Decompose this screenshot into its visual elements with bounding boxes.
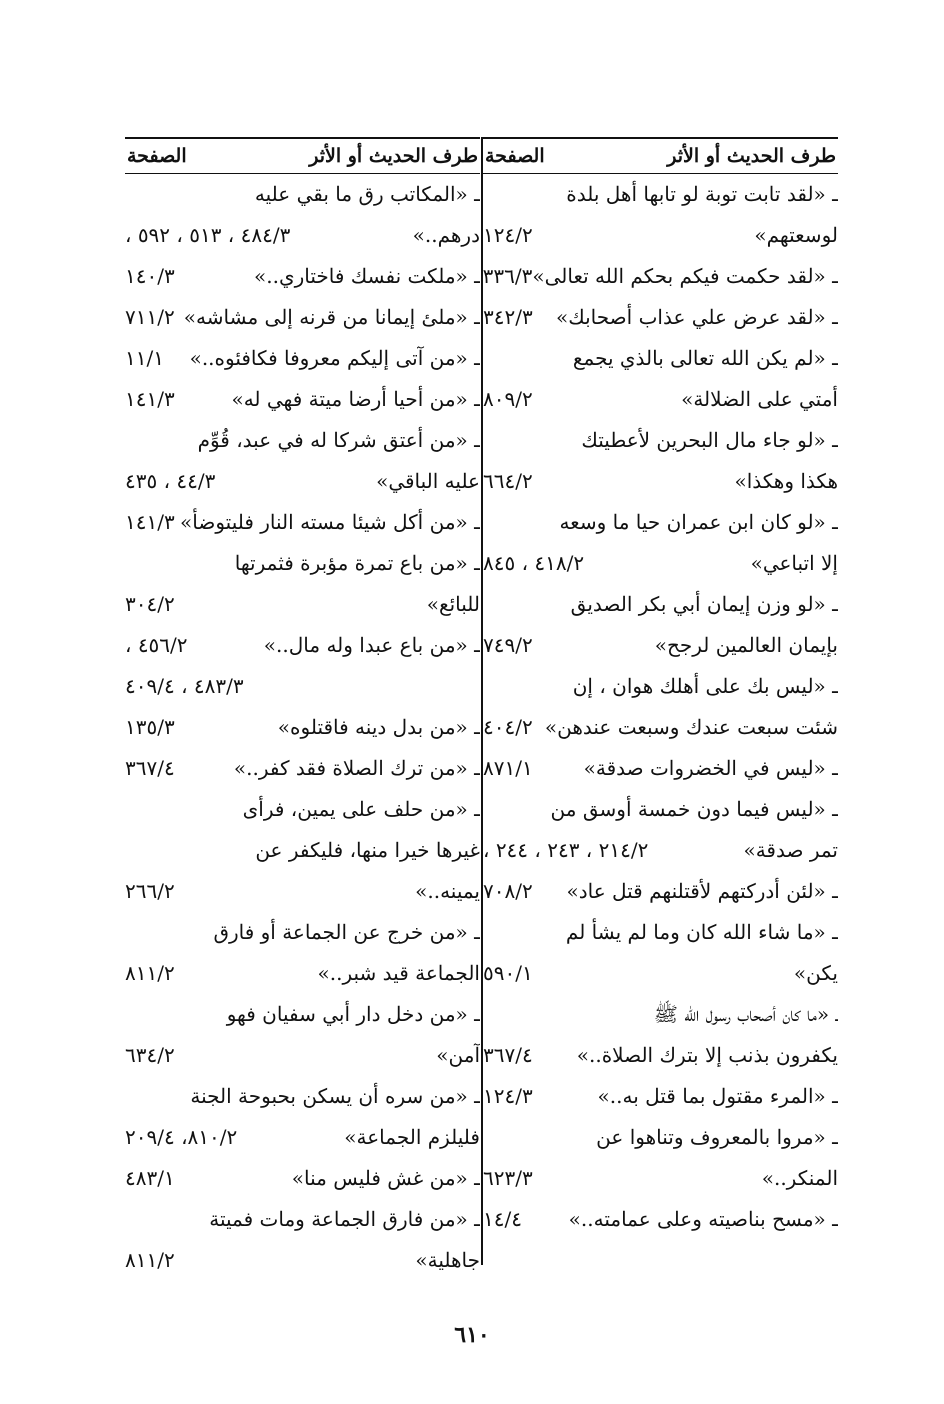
index-entry — [483, 420, 838, 502]
hadith-text: ـ «من ترك الصلاة فقد كفر..» — [233, 756, 480, 780]
hadith-text: ـ «لو وزن إيمان أبي بكر الصديق — [570, 592, 838, 616]
hadith-text: فليلزم الجماعة» — [344, 1125, 480, 1149]
hadith-text: ـ «مسح بناصيته وعلى عمامته..» — [568, 1207, 838, 1231]
hadith-text: شئت سبعت عندك وسبعت عندهن» — [544, 715, 838, 739]
hadith-text: ـ «ملكت نفسك فاختاري..» — [254, 264, 480, 288]
index-entry — [125, 994, 480, 1076]
page-reference: ١٢٤/٢ — [483, 223, 533, 247]
hadith-text: أمتي على الضلالة» — [681, 387, 838, 411]
page-reference: ٧٤٩/٢ — [483, 633, 533, 657]
hadith-text: ـ «من خرج عن الجماعة أو فارق — [213, 920, 480, 944]
hadith-text: يكن» — [793, 961, 838, 985]
entry-line — [483, 830, 838, 871]
entry-line — [483, 1117, 838, 1158]
page-reference: ٨١٠/٢، ٢٠٩/٤ — [125, 1125, 238, 1149]
entry-line — [125, 502, 480, 543]
entry-line — [125, 994, 480, 1035]
index-entry — [483, 1117, 838, 1199]
index-entry — [483, 338, 838, 420]
entry-line — [483, 256, 838, 297]
index-entry — [125, 1076, 480, 1158]
hadith-text: ـ «لو جاء مال البحرين لأعطيتك — [581, 428, 838, 452]
index-entry — [483, 297, 838, 338]
hadith-text: ـ «من دخل دار أبي سفيان فهو — [226, 1002, 480, 1026]
page-reference: ٣٠٤/٢ — [125, 592, 175, 616]
index-entry — [483, 871, 838, 912]
index-entry — [125, 420, 480, 502]
index-entry — [125, 543, 480, 625]
hadith-text: بإيمان العالمين لرجح» — [654, 633, 838, 657]
index-entry — [483, 666, 838, 748]
right-column-header — [483, 137, 838, 174]
entry-line — [125, 748, 480, 789]
index-entry — [483, 256, 838, 297]
entry-line — [125, 789, 480, 830]
hadith-text: تمر صدقة» — [743, 838, 838, 862]
entry-line — [483, 297, 838, 338]
page-reference: ١١/١ — [125, 346, 164, 370]
page-reference: ١٤١/٣ — [125, 387, 175, 411]
page-reference: ٦٣٤/٢ — [125, 1043, 175, 1067]
index-entry — [483, 584, 838, 666]
index-entry — [125, 502, 480, 543]
hadith-text: ـ «ليس بك على أهلك هوان ، إن — [572, 674, 838, 698]
entry-line — [125, 461, 480, 502]
hadith-text: ـ «ما كان أصحاب رسول الله ﷺ — [653, 1002, 838, 1026]
entry-line — [483, 625, 838, 666]
entry-line — [483, 953, 838, 994]
page-reference: ١٤٠/٣ — [125, 264, 175, 288]
hadith-text: ـ «ملئ إيمانا من قرنه إلى مشاشه» — [183, 305, 480, 329]
index-entry — [483, 1076, 838, 1117]
right-column — [483, 137, 838, 1240]
hadith-column-label: طرف الحديث أو الأثر — [309, 145, 478, 167]
hadith-text: آمن» — [436, 1043, 480, 1067]
hadith-text: ـ «من سره أن يسكن بحبوحة الجنة — [190, 1084, 480, 1108]
entry-line — [125, 953, 480, 994]
hadith-text: الجماعة قيد شبر..» — [317, 961, 480, 985]
page-reference: ١٤/٤ — [483, 1207, 522, 1231]
entry-line — [125, 1199, 480, 1240]
left-entries — [125, 174, 480, 1281]
index-entry — [483, 789, 838, 871]
page-reference: ٥٩٠/١ — [483, 961, 533, 985]
hadith-text: ـ «من بدل دينه فاقتلوه» — [277, 715, 480, 739]
hadith-text: المنكر..» — [761, 1166, 838, 1190]
entry-line — [483, 420, 838, 461]
entry-line — [483, 1199, 838, 1240]
index-entry — [125, 1158, 480, 1199]
entry-line — [483, 1076, 838, 1117]
left-column — [125, 137, 480, 1281]
hadith-text: ـ «من باع عبدا وله مال..» — [263, 633, 480, 657]
page-reference: ٨٠٩/٢ — [483, 387, 533, 411]
entry-line — [483, 871, 838, 912]
hadith-text: ـ «لئن أدركتهم لأقتلنهم قتل عاد» — [566, 879, 838, 903]
index-entry — [483, 1199, 838, 1240]
entry-line — [483, 338, 838, 379]
index-entry — [125, 297, 480, 338]
index-entry — [483, 748, 838, 789]
hadith-text: غيرها خيرا منها، فليكفر عن — [255, 838, 480, 862]
hadith-text: ـ «لو كان ابن عمران حيا ما وسعه — [559, 510, 838, 534]
page-reference: ٧٠٨/٢ — [483, 879, 533, 903]
entry-line — [483, 584, 838, 625]
entry-line — [483, 543, 838, 584]
page-reference: ١٣٥/٣ — [125, 715, 175, 739]
page-reference: ٤٤/٣ ، ٤٣٥ — [125, 469, 216, 493]
page-reference: ٢١٤/٢ ، ٢٤٣ ، ٢٤٤ ، — [483, 838, 649, 862]
entry-line — [125, 1158, 480, 1199]
entry-line — [125, 625, 480, 666]
page-reference: ٧١١/٢ — [125, 305, 175, 329]
entry-line — [483, 994, 838, 1035]
hadith-text: هكذا وهكذا» — [734, 469, 838, 493]
hadith-text: ـ «من أعتق شركا له في عبد، قُوِّم — [197, 428, 480, 452]
index-entry — [483, 502, 838, 584]
index-entry — [125, 625, 480, 707]
page-reference: ٣٣٦/٣ — [483, 264, 533, 288]
page-reference: ٤٨٣/١ — [125, 1166, 175, 1190]
page-number: ٦١٠ — [454, 1322, 490, 1348]
entry-line — [483, 912, 838, 953]
entry-line — [125, 707, 480, 748]
entry-line — [125, 379, 480, 420]
page-reference: ٨١١/٢ — [125, 961, 175, 985]
page-reference: ٤٠٤/٢ — [483, 715, 533, 739]
index-entry — [125, 912, 480, 994]
entry-line — [125, 338, 480, 379]
entry-line — [125, 215, 480, 256]
page-reference: ٣٤٢/٣ — [483, 305, 533, 329]
index-entry — [125, 174, 480, 256]
right-entries — [483, 174, 838, 1240]
entry-line — [483, 1035, 838, 1076]
entry-line — [125, 830, 480, 871]
entry-line — [125, 1035, 480, 1076]
page-reference: ١٢٤/٣ — [483, 1084, 533, 1108]
page-reference: ٤٨٤/٣ ، ٥١٣ ، ٥٩٢ ، — [125, 223, 291, 247]
page-reference: ٨٧١/١ — [483, 756, 533, 780]
hadith-text: إلا اتباعي» — [750, 551, 838, 575]
entry-line — [125, 256, 480, 297]
hadith-text: ـ «من آتى إليكم معروفا فكافئوه..» — [189, 346, 480, 370]
entry-line — [125, 871, 480, 912]
hadith-text: ـ «المكاتب رق ما بقي عليه — [254, 182, 480, 206]
hadith-text: ـ «ما شاء الله كان وما لم يشأ لم — [565, 920, 838, 944]
index-entry — [125, 707, 480, 748]
index-entry — [483, 174, 838, 256]
hadith-text: عليه الباقي» — [376, 469, 480, 493]
entry-line — [483, 707, 838, 748]
entry-line — [483, 789, 838, 830]
page-reference: ٦٢٣/٣ — [483, 1166, 533, 1190]
entry-line — [125, 297, 480, 338]
page-reference: ٣٦٧/٤ — [483, 1043, 533, 1067]
hadith-text: يمينه..» — [415, 879, 480, 903]
hadith-text: ـ «المرء مقتول بما قتل به..» — [597, 1084, 838, 1108]
hadith-text: ـ «لقد تابت توبة لو تابها أهل بلدة — [566, 182, 838, 206]
index-entry — [125, 338, 480, 379]
page-reference: ٦٦٤/٢ — [483, 469, 533, 493]
hadith-text: ـ «من أكل شيئا مسته النار فليتوضأ» — [180, 510, 480, 534]
hadith-text: ـ «لقد حكمت فيكم بحكم الله تعالى» — [532, 264, 838, 288]
page-reference: ١٤١/٣ — [125, 510, 175, 534]
entry-line — [483, 461, 838, 502]
entry-line — [483, 379, 838, 420]
hadith-text: ـ «لم يكن الله تعالى بالذي يجمع — [572, 346, 838, 370]
entry-line — [125, 912, 480, 953]
entry-line — [125, 1240, 480, 1281]
page-reference: ٤١٨/٢ ، ٨٤٥ — [483, 551, 585, 575]
hadith-text: للبائع» — [426, 592, 480, 616]
hadith-text: لوسعتهم» — [754, 223, 838, 247]
hadith-text: درهم..» — [412, 223, 480, 247]
index-entry — [125, 789, 480, 912]
entry-line — [483, 174, 838, 215]
index-entry — [125, 748, 480, 789]
entry-line — [125, 584, 480, 625]
hadith-text: ـ «من فارق الجماعة ومات فميتة — [209, 1207, 480, 1231]
page-reference: ٤٨٣/٣ ، ٤٠٩/٤ — [125, 674, 244, 698]
page-column-label: الصفحة — [127, 145, 187, 167]
index-entry — [125, 256, 480, 297]
hadith-text: جاهلية» — [415, 1248, 480, 1272]
hadith-text: ـ «مروا بالمعروف وتناهوا عن — [596, 1125, 838, 1149]
entry-line — [125, 174, 480, 215]
hadith-column-label: طرف الحديث أو الأثر — [667, 145, 836, 167]
page-reference: ٨١١/٢ — [125, 1248, 175, 1272]
entry-line — [125, 1076, 480, 1117]
page-reference: ٣٦٧/٤ — [125, 756, 175, 780]
page-column-label: الصفحة — [485, 145, 545, 167]
entry-line — [483, 1158, 838, 1199]
left-column-header — [125, 137, 480, 174]
hadith-text: ـ «ليس فيما دون خمسة أوسق من — [550, 797, 838, 821]
hadith-text: ـ «من أحيا أرضا ميتة فهي له» — [231, 387, 480, 411]
index-entry — [125, 1199, 480, 1281]
page-reference: ٢٦٦/٢ — [125, 879, 175, 903]
index-entry — [483, 994, 838, 1076]
entry-line — [483, 502, 838, 543]
entry-line — [125, 543, 480, 584]
index-entry — [125, 379, 480, 420]
column-divider — [481, 137, 483, 1265]
entry-line — [483, 215, 838, 256]
entry-line — [125, 420, 480, 461]
entry-line — [483, 666, 838, 707]
page-reference: ٤٥٦/٢ ، — [125, 633, 188, 657]
hadith-text: يكفرون بذنب إلا بترك الصلاة..» — [576, 1043, 838, 1067]
hadith-text: ـ «ليس في الخضروات صدقة» — [583, 756, 838, 780]
entry-line — [125, 1117, 480, 1158]
hadith-text: ـ «لقد عرض علي عذاب أصحابك» — [556, 305, 838, 329]
entry-line — [125, 666, 480, 707]
entry-line — [483, 748, 838, 789]
hadith-text: ـ «من حلف على يمين، فرأى — [242, 797, 480, 821]
index-entry — [483, 912, 838, 994]
hadith-text: ـ «من باع تمرة مؤبرة فثمرتها — [234, 551, 480, 575]
hadith-text: ـ «من غش فليس منا» — [291, 1166, 480, 1190]
